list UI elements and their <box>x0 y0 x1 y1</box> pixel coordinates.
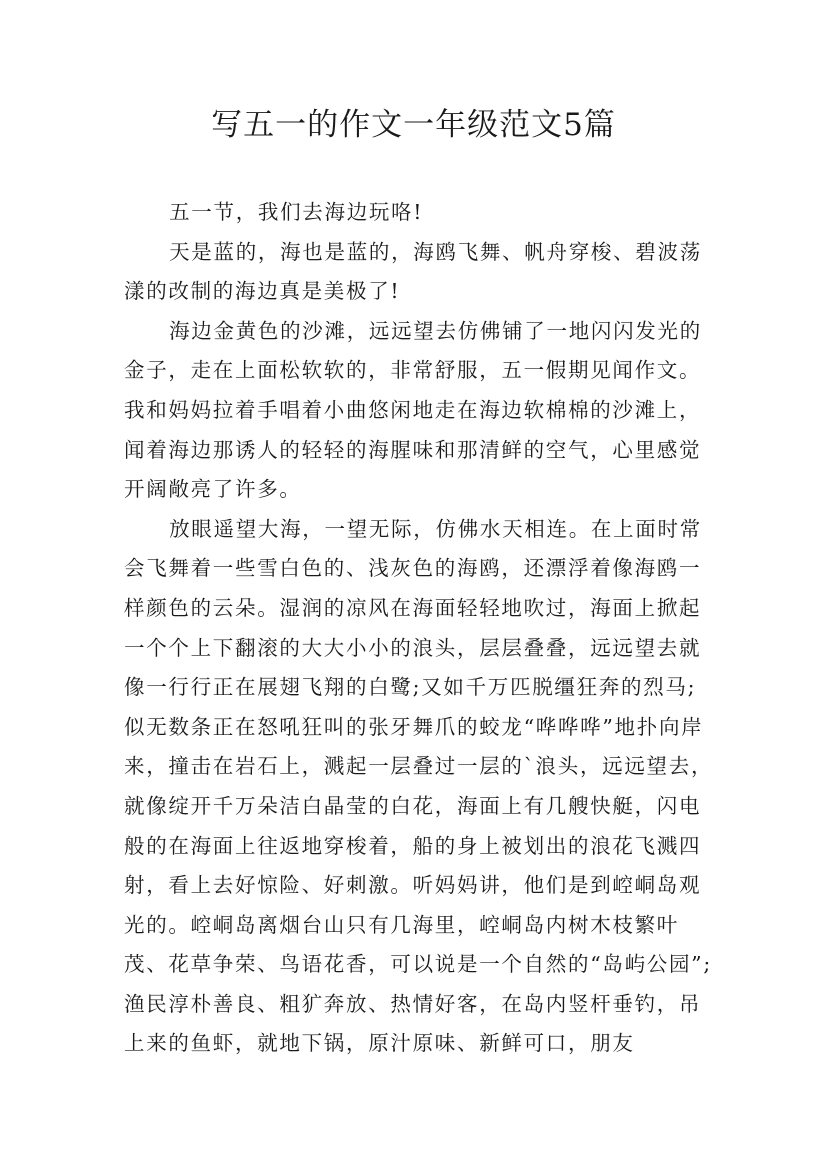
document-title: 写五一的作文一年级范文5篇 <box>211 107 616 143</box>
paragraph-1: 五一节，我们去海边玩咯! <box>169 200 424 224</box>
document-body <box>124 193 714 1064</box>
paragraph-4: 放眼遥望大海，一望无际，仿佛水天相连。在上面时常会飞舞着一些雪白色的、浅灰色的海鸥，还漂浮着像海鸥一样颜色的云朵。湿润的凉风在海面轻轻地吹过，海面上掀起一个个上下翻滚的大大小小的浪头，层层叠叠，远远望去就像一行行正在展翅飞翔的白鹭;又如千万匹脱缰狂奔的烈马;似无数条正在怒吼狂叫的张牙舞爪的蛟龙“哗哗哗”地扑向岸来，撞击在岩石上，溅起一层叠过一层的`浪头，远远望去，就像绽开千万朵洁白晶莹的白花，海面上有几艘快艇，闪电般的在海面上往返地穿梭着，船的身上被划出的浪花飞溅四射，看上去好惊险、好刺激。听妈妈讲，他们是到崆峒岛观光的。崆峒岛离烟台山只有几海里，崆峒岛内树木枝繁叶茂、花草争荣、鸟语花香，可以说是一个自然的“岛屿公园”;渔民淳朴善良、粗犷奔放、热情好客，在岛内竖杆垂钓，吊上来的鱼虾，就地下锅，原汁原味、新鲜可口，朋友 <box>124 516 714 1056</box>
paragraph-3: 海边金黄色的沙滩，远远望去仿佛铺了一地闪闪发光的金子，走在上面松软软的，非常舒服，五一假期见闻作文。我和妈妈拉着手唱着小曲悠闲地走在海边软棉棉的沙滩上，闻着海边那诱人的轻轻的海腥味和那清鲜的空气，心里感觉开阔敞亮了许多。 <box>124 318 702 502</box>
paragraph-2: 天是蓝的，海也是蓝的，海鸥飞舞、帆舟穿梭、碧波荡漾的改制的海边真是美极了! <box>124 239 702 304</box>
